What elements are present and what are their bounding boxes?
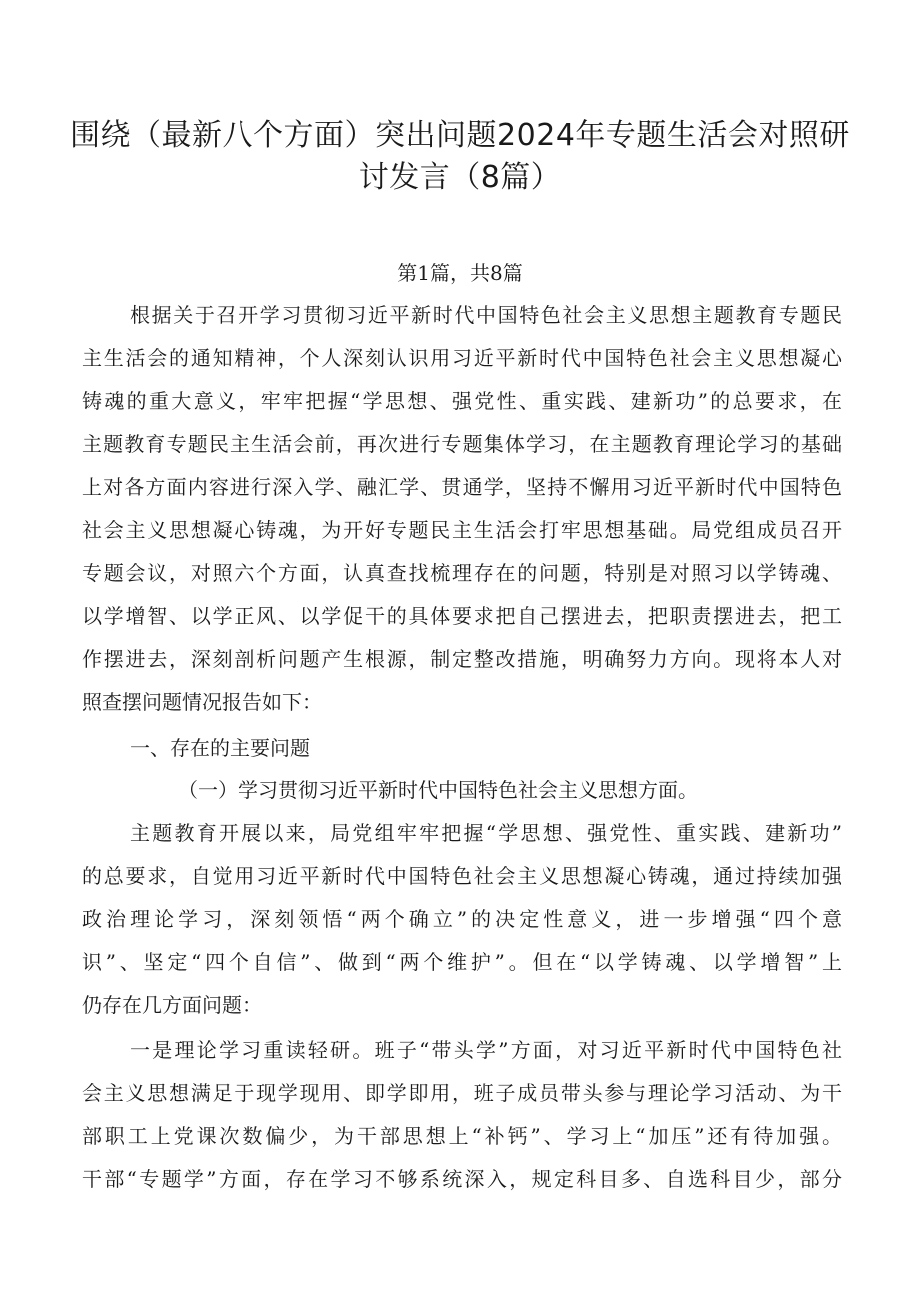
paragraph-2-line: 主题教育开展以来，局党组牢牢把握“学思想、强党性、重实践、建新功” <box>130 821 842 845</box>
article-counter: 第1篇，共8篇 <box>397 261 523 285</box>
paragraph-2-line: 仍存在几方面问题： <box>82 993 262 1017</box>
document-title-line-2: 讨发言（8篇） <box>358 160 562 195</box>
paragraph-1-line: 根据关于召开学习贯彻习近平新时代中国特色社会主义思想主题教育专题民 <box>130 303 842 327</box>
paragraph-2-line: 的总要求，自觉用习近平新时代中国特色社会主义思想凝心铸魂，通过持续加强 <box>82 864 842 888</box>
paragraph-1-line: 社会主义思想凝心铸魂，为开好专题民主生活会打牢思想基础。局党组成员召开 <box>82 518 842 542</box>
section-heading: 一、存在的主要问题 <box>130 736 310 760</box>
paragraph-1-line: 专题会议，对照六个方面，认真查找梳理存在的问题，特别是对照习以学铸魂、 <box>82 561 842 585</box>
paragraph-3-line: 部职工上党课次数偏少，为干部思想上“补钙”、学习上“加压”还有待加强。 <box>82 1124 842 1148</box>
paragraph-1-line: 主生活会的通知精神，个人深刻认识用习近平新时代中国特色社会主义思想凝心 <box>82 346 842 370</box>
paragraph-1-line: 照查摆问题情况报告如下： <box>82 690 322 714</box>
document-title-line-1: 围绕（最新八个方面）突出问题2024年专题生活会对照研 <box>70 118 850 153</box>
paragraph-1-line: 铸魂的重大意义，牢牢把握“学思想、强党性、重实践、建新功”的总要求，在 <box>82 389 842 413</box>
paragraph-3-line: 一是理论学习重读轻研。班子“带头学”方面，对习近平新时代中国特色社 <box>130 1038 842 1062</box>
paragraph-2-line: 政治理论学习，深刻领悟“两个确立”的决定性意义，进一步增强“四个意 <box>82 907 842 931</box>
paragraph-3-line: 干部“专题学”方面，存在学习不够系统深入，规定科目多、自选科目少，部分 <box>82 1167 842 1191</box>
paragraph-1-line: 以学增智、以学正风、以学促干的具体要求把自己摆进去，把职责摆进去，把工 <box>82 604 842 628</box>
paragraph-2-line: 识”、坚定“四个自信”、做到“两个维护”。但在“以学铸魂、以学增智”上 <box>82 950 842 974</box>
paragraph-1-line: 主题教育专题民主生活会前，再次进行专题集体学习，在主题教育理论学习的基础 <box>82 432 842 456</box>
paragraph-3-line: 会主义思想满足于现学现用、即学即用，班子成员带头参与理论学习活动、为干 <box>82 1081 842 1105</box>
subsection-heading: （一）学习贯彻习近平新时代中国特色社会主义思想方面。 <box>178 778 698 802</box>
paragraph-1-line: 作摆进去，深刻剖析问题产生根源，制定整改措施，明确努力方向。现将本人对 <box>82 647 842 671</box>
paragraph-1-line: 上对各方面内容进行深入学、融汇学、贯通学，坚持不懈用习近平新时代中国特色 <box>82 475 842 499</box>
